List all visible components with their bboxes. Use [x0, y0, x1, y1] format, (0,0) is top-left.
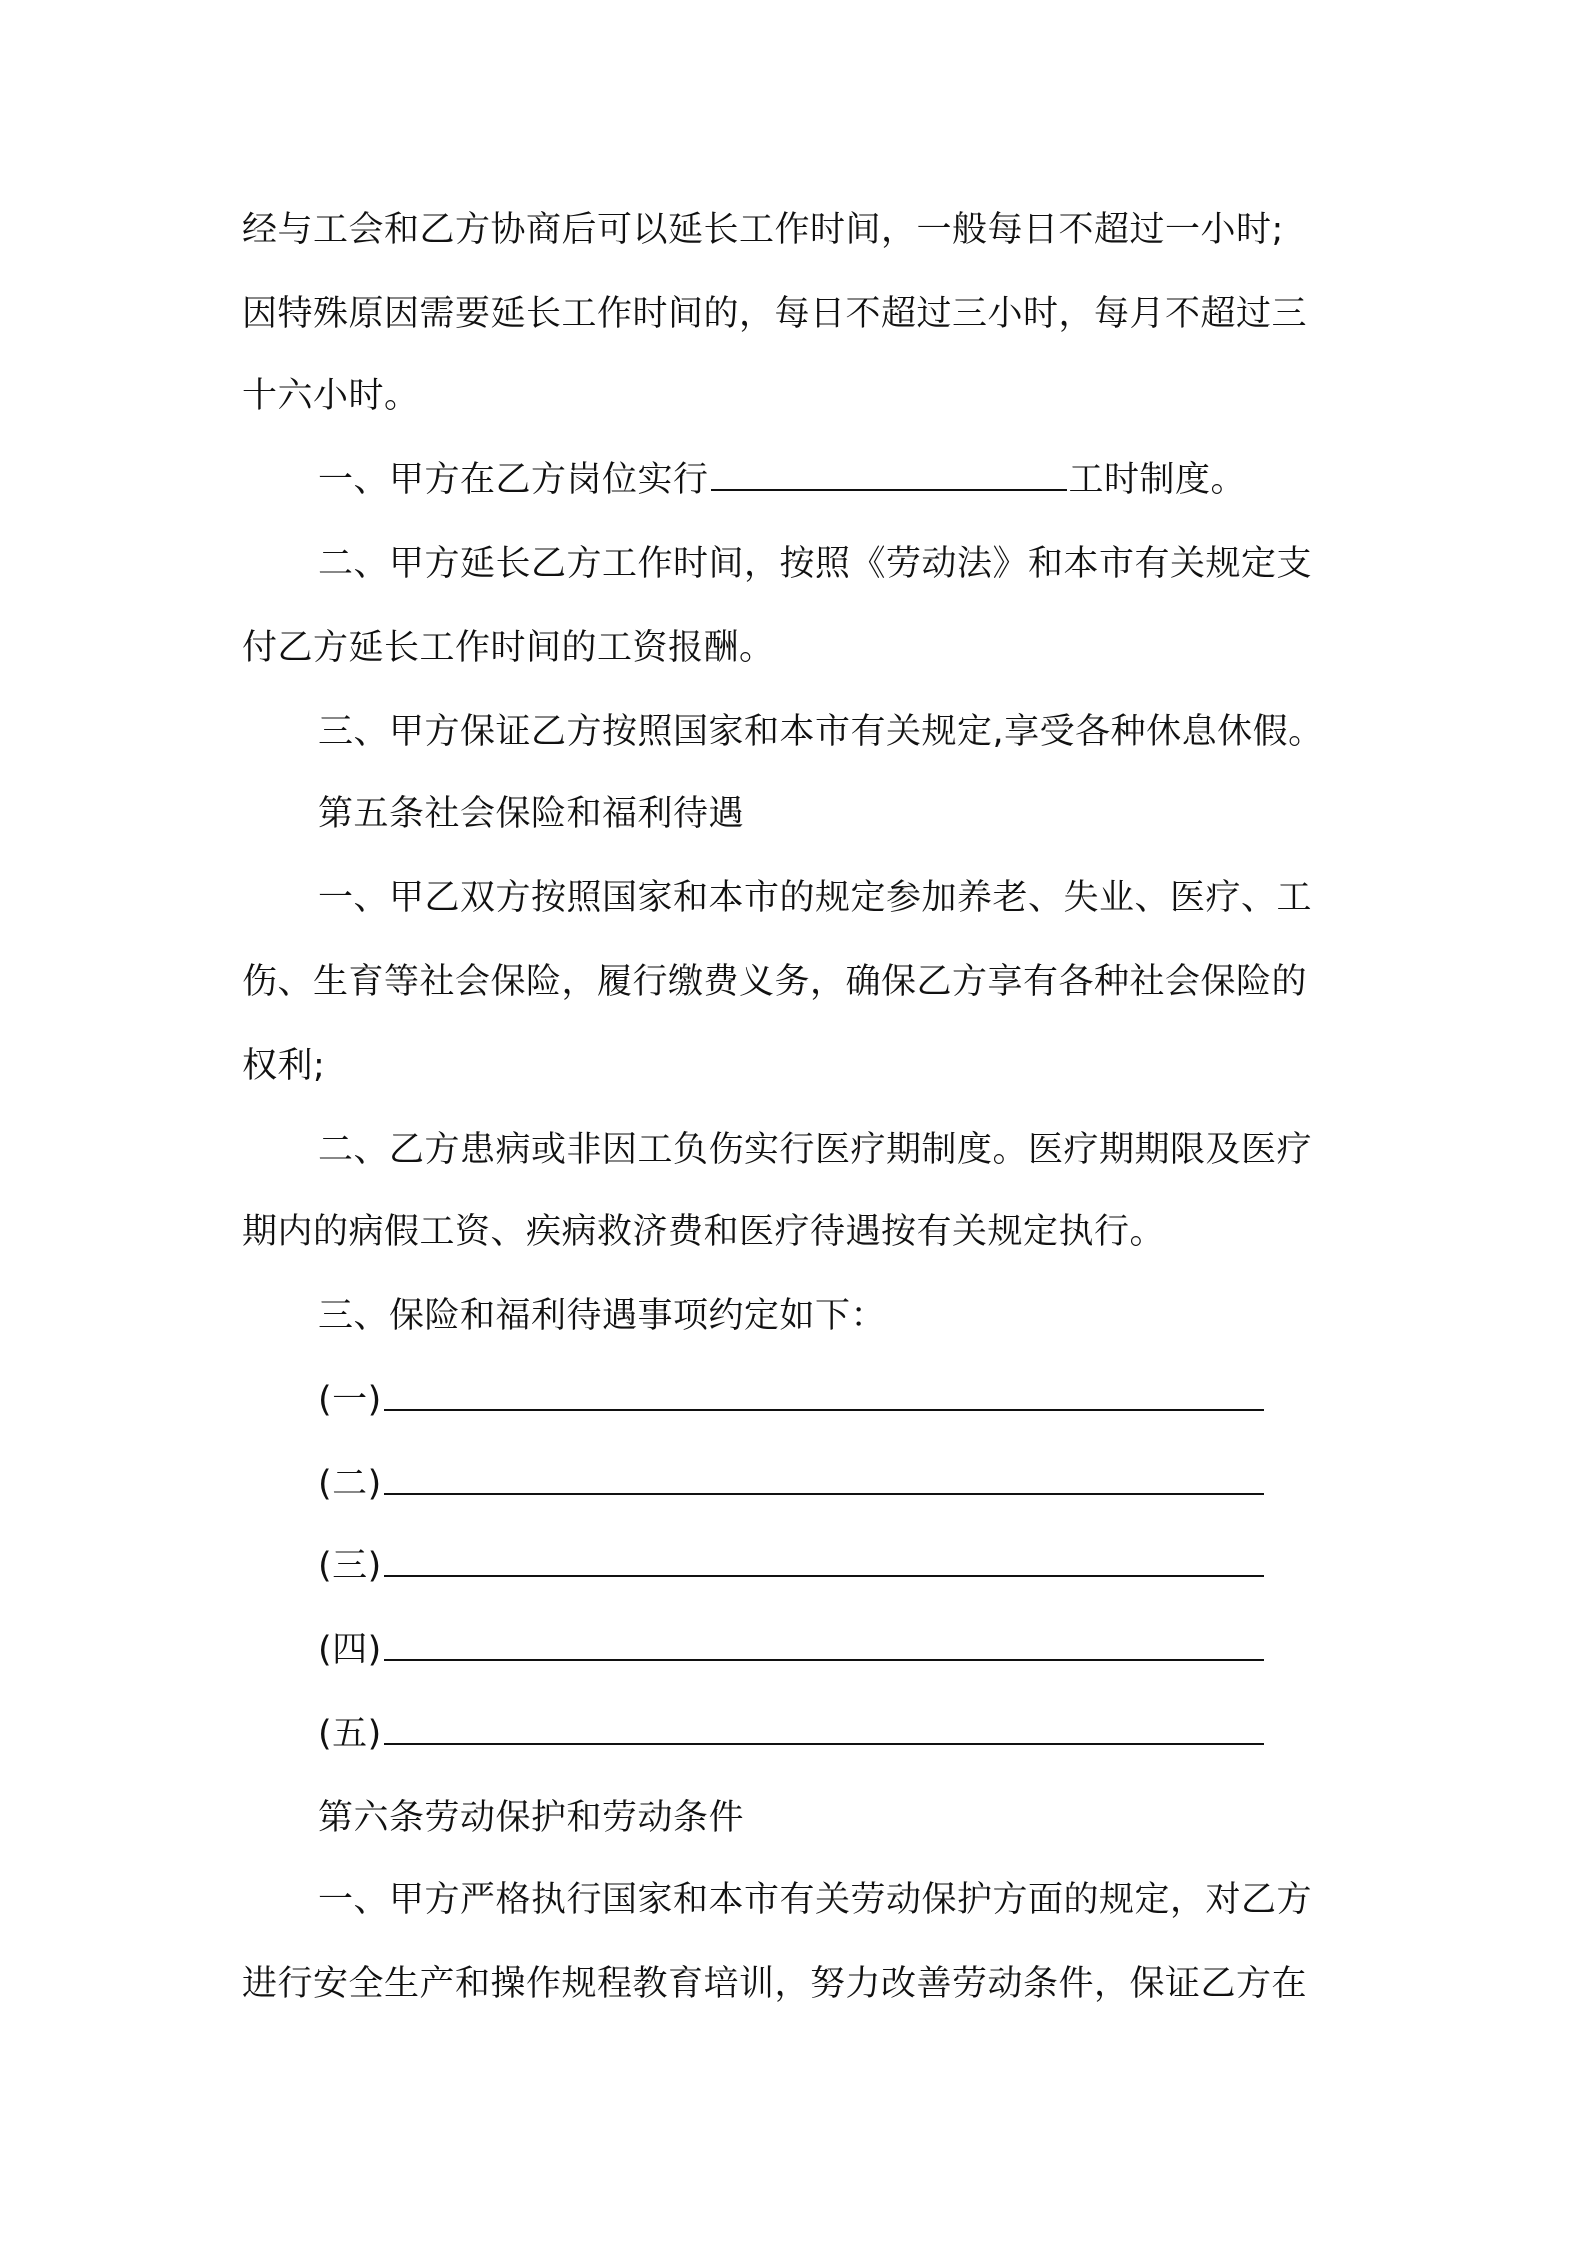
- blank-item-1: [318, 1376, 1438, 1424]
- section-heading: [318, 790, 1438, 838]
- item-label: (一): [318, 1380, 382, 1420]
- line-text: 二、乙方患病或非因工负伤实行医疗期制度。医疗期期限及医疗: [318, 1130, 1313, 1170]
- item-label: (五): [318, 1714, 382, 1754]
- blank-item-2: [318, 1460, 1438, 1508]
- blank-item-3: [318, 1542, 1438, 1590]
- paragraph-line: [242, 958, 1362, 1006]
- item-label: (二): [318, 1464, 382, 1504]
- paragraph-line: [242, 206, 1362, 254]
- line-text: 一、甲方在乙方岗位实行: [318, 460, 709, 500]
- line-text: 因特殊原因需要延长工作时间的，每日不超过三小时，每月不超过三: [242, 294, 1308, 334]
- item-label: (三): [318, 1546, 382, 1586]
- paragraph-line: [318, 540, 1438, 588]
- paragraph-line: [242, 1042, 1362, 1090]
- section-heading: [318, 1794, 1438, 1842]
- line-text: 三、保险和福利待遇事项约定如下：: [318, 1296, 887, 1336]
- line-text: 付乙方延长工作时间的工资报酬。: [242, 628, 775, 668]
- paragraph-line: [242, 372, 1362, 420]
- line-text: 工时制度。: [1068, 460, 1247, 500]
- fill-in-blank[interactable]: [711, 459, 1067, 491]
- line-text: 三、甲方保证乙方按照国家和本市有关规定,享受各种休息休假。: [318, 712, 1324, 752]
- fill-in-blank[interactable]: [384, 1379, 1264, 1411]
- paragraph-line: [242, 624, 1362, 672]
- clause-work-hours: [318, 456, 1438, 504]
- fill-in-blank[interactable]: [384, 1629, 1264, 1661]
- line-text: 一、甲乙双方按照国家和本市的规定参加养老、失业、医疗、工: [318, 878, 1313, 918]
- line-text: 进行安全生产和操作规程教育培训，努力改善劳动条件，保证乙方在: [242, 1964, 1308, 2004]
- paragraph-line: [318, 1292, 1438, 1340]
- line-text: 伤、生育等社会保险，履行缴费义务，确保乙方享有各种社会保险的: [242, 962, 1308, 1002]
- fill-in-blank[interactable]: [384, 1545, 1264, 1577]
- line-text: 二、甲方延长乙方工作时间，按照《劳动法》和本市有关规定支: [318, 544, 1313, 584]
- paragraph-line: [318, 1876, 1438, 1924]
- line-text: 权利;: [242, 1046, 326, 1086]
- item-label: (四): [318, 1630, 382, 1670]
- paragraph-line: [242, 1960, 1362, 2008]
- blank-item-5: [318, 1710, 1438, 1758]
- line-text: 期内的病假工资、疾病救济费和医疗待遇按有关规定执行。: [242, 1212, 1166, 1252]
- line-text: 经与工会和乙方协商后可以延长工作时间，一般每日不超过一小时;: [242, 210, 1284, 250]
- fill-in-blank[interactable]: [384, 1713, 1264, 1745]
- paragraph-line: [242, 290, 1362, 338]
- line-text: 十六小时。: [242, 376, 420, 416]
- heading-text: 第六条劳动保护和劳动条件: [318, 1798, 745, 1838]
- paragraph-line: [318, 708, 1438, 756]
- line-text: 一、甲方严格执行国家和本市有关劳动保护方面的规定，对乙方: [318, 1880, 1313, 1920]
- blank-item-4: [318, 1626, 1438, 1674]
- paragraph-line: [318, 874, 1438, 922]
- paragraph-line: [242, 1208, 1362, 1256]
- heading-text: 第五条社会保险和福利待遇: [318, 794, 745, 834]
- paragraph-line: [318, 1126, 1438, 1174]
- fill-in-blank[interactable]: [384, 1463, 1264, 1495]
